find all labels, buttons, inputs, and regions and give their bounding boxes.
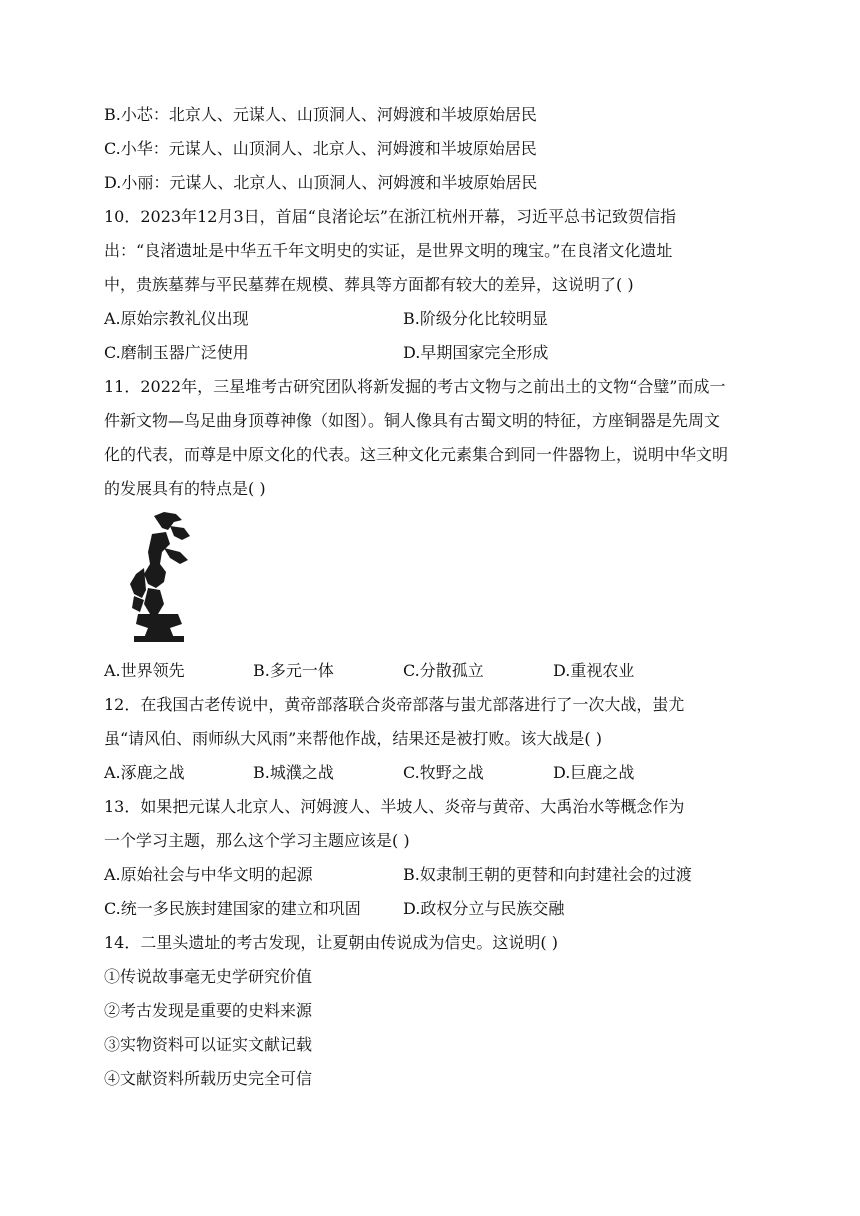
q13-option-b: B.奴隶制王朝的更替和向封建社会的过渡 (403, 865, 692, 884)
q12-option-b: B.城濮之战 (253, 763, 334, 782)
bronze-statue-figure (104, 508, 218, 648)
q13-stem-line2: 一个学习主题，那么这个学习主题应该是( ) (104, 831, 410, 850)
q11-stem-line3: 化的代表，而尊是中原文化的代表。这三种文化元素集合到同一件器物上，说明中华文明 (104, 445, 729, 464)
q9-option-d: D.小丽：元谋人、北京人、山顶洞人、河姆渡和半坡原始居民 (104, 173, 538, 192)
q12-stem-line2: 虽“请风伯、雨师纵大风雨”来帮他作战，结果还是被打败。该大战是( ) (104, 729, 602, 748)
q10-option-b: B.阶级分化比较明显 (403, 309, 548, 328)
q11-option-d: D.重视农业 (553, 661, 635, 680)
q10-stem-line1: 10．2023年12月3日，首届“良渚论坛”在浙江杭州开幕，习近平总书记致贺信指 (104, 207, 676, 226)
q12-stem-line1: 12．在我国古老传说中，黄帝部落联合炎帝部落与蚩尤部落进行了一次大战，蚩尤 (104, 695, 685, 714)
q10-stem-line2: 出：“良渚遗址是中华五千年文明史的实证，是世界文明的瑰宝。”在良渚文化遗址 (104, 241, 673, 260)
q11-stem-line2: 件新文物—鸟足曲身顶尊神像（如图）。铜人像具有古蜀文明的特征，方座铜器是先周文 (104, 411, 721, 430)
q13-option-c: C.统一多民族封建国家的建立和巩固 (104, 899, 361, 918)
q12-option-c: C.牧野之战 (403, 763, 484, 782)
q10-option-a: A.原始宗教礼仪出现 (104, 309, 249, 328)
q11-option-c: C.分散孤立 (403, 661, 484, 680)
q11-stem-line4: 的发展具有的特点是( ) (104, 479, 266, 498)
q10-option-d: D.早期国家完全形成 (403, 343, 549, 362)
q9-option-c: C.小华：元谋人、山顶洞人、北京人、河姆渡和半坡原始居民 (104, 139, 537, 158)
q14-stem: 14．二里头遗址的考古发现，让夏朝由传说成为信史。这说明( ) (104, 933, 558, 952)
q12-option-d: D.巨鹿之战 (553, 763, 635, 782)
q14-item-2: ②考古发现是重要的史料来源 (104, 1001, 313, 1020)
q9-option-b: B.小芯：北京人、元谋人、山顶洞人、河姆渡和半坡原始居民 (104, 105, 537, 124)
q14-item-4: ④文献资料所载历史完全可信 (104, 1069, 313, 1088)
q13-option-d: D.政权分立与民族交融 (403, 899, 565, 918)
q14-item-3: ③实物资料可以证实文献记载 (104, 1035, 313, 1054)
q12-option-a: A.涿鹿之战 (104, 763, 185, 782)
q11-option-a: A.世界领先 (104, 661, 185, 680)
q13-stem-line1: 13．如果把元谋人北京人、河姆渡人、半坡人、炎帝与黄帝、大禹治水等概念作为 (104, 797, 685, 816)
bronze-statue-image (104, 508, 218, 648)
q10-stem-line3: 中，贵族墓葬与平民墓葬在规模、葬具等方面都有较大的差异，这说明了( ) (104, 275, 634, 294)
q10-option-c: C.磨制玉器广泛使用 (104, 343, 249, 362)
q11-option-b: B.多元一体 (253, 661, 334, 680)
q13-option-a: A.原始社会与中华文明的起源 (104, 865, 313, 884)
q11-stem-line1: 11．2022年，三星堆考古研究团队将新发掘的考古文物与之前出土的文物“合璧”而成一 (104, 377, 726, 396)
q14-item-1: ①传说故事毫无史学研究价值 (104, 967, 313, 986)
